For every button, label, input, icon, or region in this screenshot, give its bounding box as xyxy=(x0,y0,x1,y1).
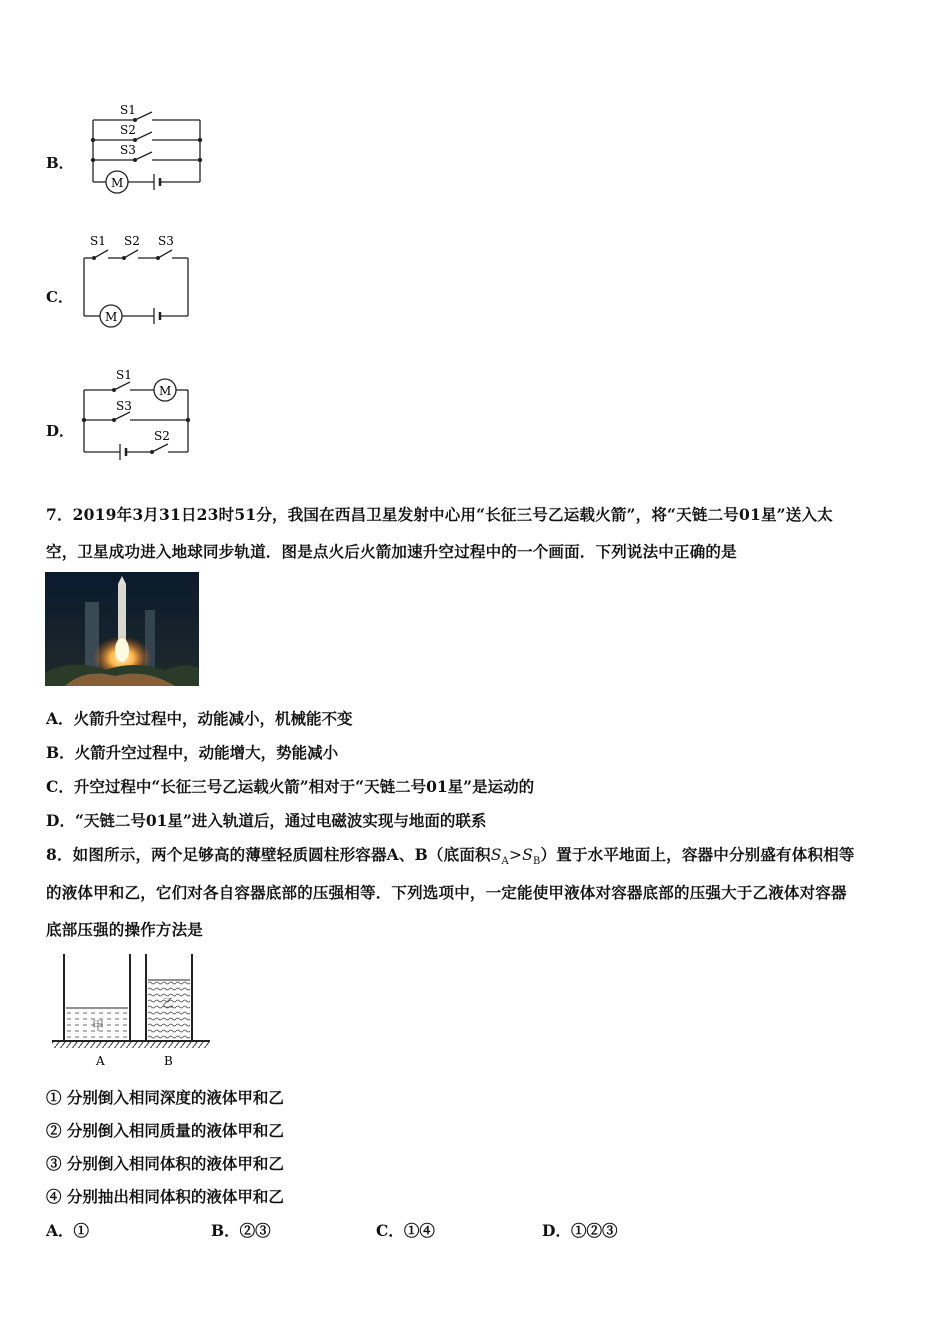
circuit-diagram-c xyxy=(78,230,198,330)
switch-label: S3 xyxy=(158,234,174,248)
q8-statement-3: ③ 分别倒入相同体积的液体甲和乙 xyxy=(46,1154,284,1173)
liquid-a-label: 甲 xyxy=(92,1019,105,1033)
area-subscript-a: A xyxy=(501,856,509,868)
area-subscript-b: B xyxy=(532,856,541,868)
q8-statement-4: ④ 分别抽出相同体积的液体甲和乙 xyxy=(46,1187,284,1206)
greater-than-sign: > xyxy=(508,846,523,864)
motor-label: M xyxy=(159,384,172,398)
switch-label: S1 xyxy=(120,103,136,117)
q8-stem-part2: ）置于水平地面上，容器中分别盛有体积相等 xyxy=(540,845,855,864)
switch-label: S3 xyxy=(120,143,136,157)
liquid-b-label: 乙 xyxy=(162,996,175,1010)
q8-statement-2: ② 分别倒入相同质量的液体甲和乙 xyxy=(46,1121,284,1140)
q7-option-c: C．升空过程中“长征三号乙运载火箭”相对于“天链二号01星”是运动的 xyxy=(46,777,535,796)
motor-label: M xyxy=(105,310,118,324)
q8-answer-c: C．①④ xyxy=(376,1221,435,1240)
q8-answer-a: A．① xyxy=(46,1221,90,1240)
q7-stem-line2: 空，卫星成功进入地球同步轨道．图是点火后火箭加速升空过程中的一个画面．下列说法中正确的是 xyxy=(46,542,737,561)
q8-statement-1: ① 分别倒入相同深度的液体甲和乙 xyxy=(46,1088,284,1107)
circuit-diagram-d xyxy=(78,366,198,464)
option-b-label: B． xyxy=(46,154,74,172)
motor-label: M xyxy=(111,176,124,190)
switch-label: S3 xyxy=(116,399,132,413)
q8-answer-b: B．②③ xyxy=(211,1221,271,1240)
q7-option-d: D．“天链二号01星”进入轨道后，通过电磁波实现与地面的联系 xyxy=(46,811,487,830)
switch-label: S2 xyxy=(120,123,136,137)
container-a-label: A xyxy=(96,1054,105,1068)
q8-answer-d: D．①②③ xyxy=(542,1221,618,1240)
switch-label: S2 xyxy=(154,429,170,443)
switch-label: S1 xyxy=(90,234,106,248)
q8-stem-line1 xyxy=(46,843,855,867)
switch-label: S2 xyxy=(124,234,140,248)
option-c-label: C． xyxy=(46,288,73,306)
area-symbol-a: S xyxy=(490,846,502,864)
q7-option-b: B．火箭升空过程中，动能增大，势能减小 xyxy=(46,743,339,762)
q8-stem-part1: 8．如图所示，两个足够高的薄壁轻质圆柱形容器A、B（底面积 xyxy=(46,845,491,864)
q7-stem-line1: 7．2019年3月31日23时51分，我国在西昌卫星发射中心用“长征三号乙运载火箭”，将“天链二号01星”送入太 xyxy=(46,505,833,524)
container-b-label: B xyxy=(164,1054,173,1068)
rocket-launch-photo xyxy=(45,572,199,686)
circuit-diagram-b xyxy=(80,100,210,200)
switch-label: S1 xyxy=(116,368,132,382)
q7-option-a: A．火箭升空过程中，动能减小，机械能不变 xyxy=(46,709,353,728)
q8-stem-line2: 的液体甲和乙，它们对各自容器底部的压强相等．下列选项中，一定能使甲液体对容器底部的压强大于乙液体对容器 xyxy=(46,883,847,902)
q8-stem-line3: 底部压强的操作方法是 xyxy=(46,920,204,939)
option-d-label: D． xyxy=(46,422,75,440)
area-symbol-b: S xyxy=(522,846,533,864)
containers-figure xyxy=(50,950,215,1070)
